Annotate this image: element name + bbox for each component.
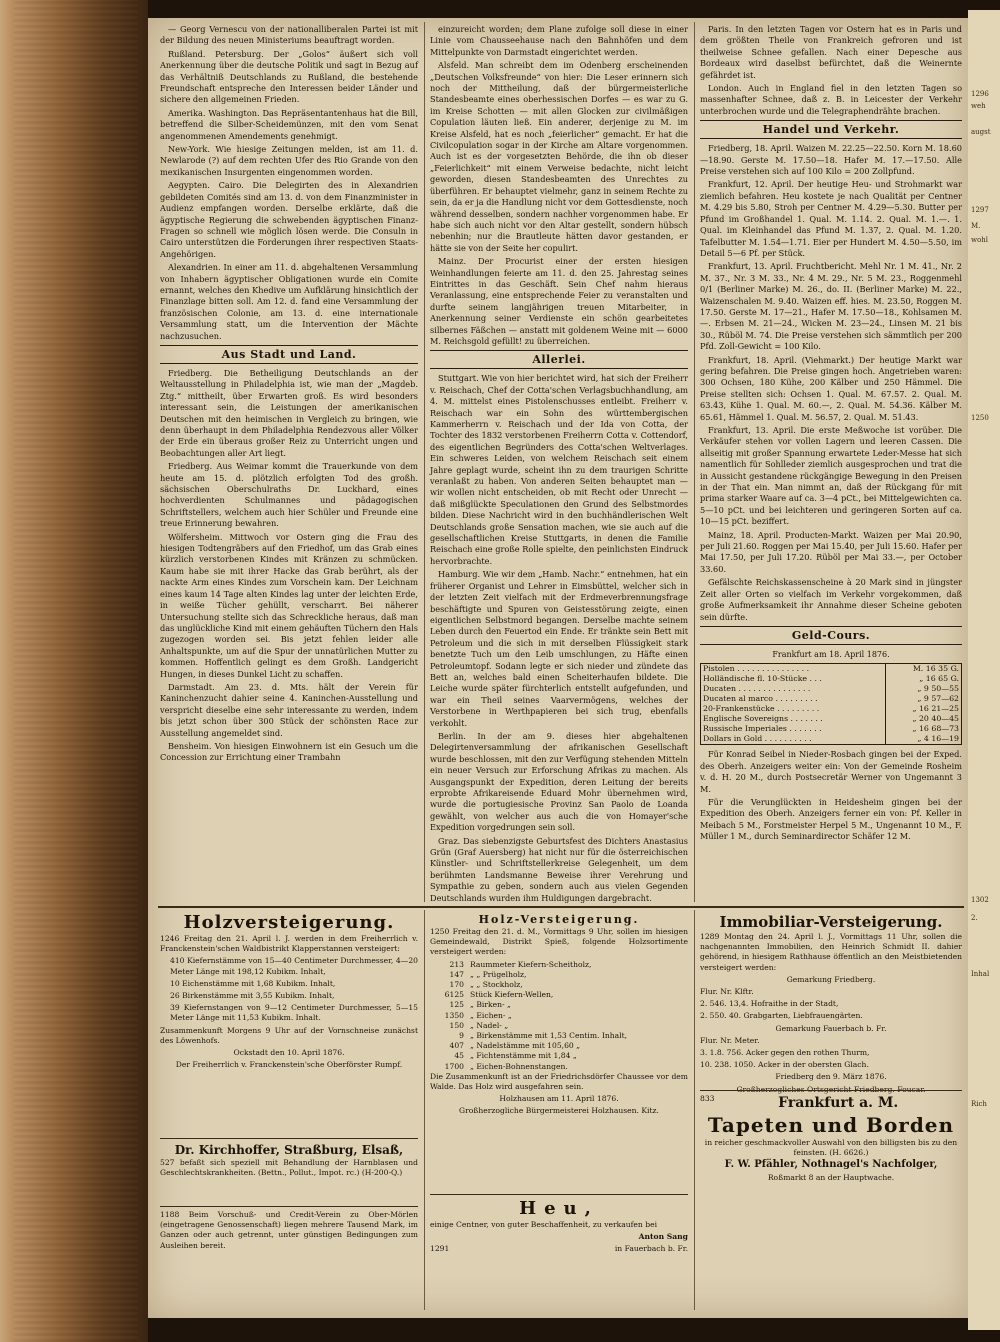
ad-meeting: Die Zusammenkunft ist an der Friedrichsdörfer Chaussee vor dem Walde. Das Holz wird ausgefahren sein. <box>430 1071 688 1092</box>
ad-row: 10. 238. 1050. Acker in der obersten Glach. <box>700 1060 869 1070</box>
ad-items <box>160 956 418 1023</box>
ad-row-count: 213 <box>449 959 464 969</box>
ad-divider <box>430 1194 688 1195</box>
ad-row <box>430 1031 688 1041</box>
rate-row <box>701 684 962 694</box>
column-3 <box>700 24 962 904</box>
column-1 <box>160 24 418 904</box>
ad-number: 1291 <box>430 1244 450 1254</box>
ad-heu <box>430 1198 688 1278</box>
ad-row-text: „ Eichen- „ <box>470 1010 512 1020</box>
rate-row <box>701 704 962 714</box>
ad-row <box>430 980 688 990</box>
ad-title: Tapeten und Borden <box>707 1113 955 1137</box>
ad-row-count: 407 <box>449 1041 464 1051</box>
ad-footer <box>430 1244 688 1254</box>
ads-divider <box>158 906 964 908</box>
rate-row <box>701 694 962 704</box>
ad-row-text: Stück Kiefern-Wellen, <box>470 990 554 1000</box>
ad-table-header: Flur. Nr. Meter. <box>700 1035 760 1045</box>
ad-row-count: 125 <box>449 1000 464 1010</box>
ad-row-count: 170 <box>449 980 464 990</box>
rate-row <box>701 724 962 734</box>
rate-value: „ 16 21—25 <box>885 704 961 714</box>
ad-signature: Großherzogliche Bürgermeisterei Holzhausen. Kitz. <box>459 1106 659 1116</box>
ad-intro: 1250 Freitag den 21. d. M., Vormittags 9 Uhr, sollen im hiesigen Gemeindewald, Distrikt Spieß, folgende Holzsortimente versteigert werden: <box>430 927 688 957</box>
ad-title: Dr. Kirchhoffer, Straßburg, Elsaß, <box>174 1143 404 1157</box>
ad-text: in reicher geschmackvoller Auswahl von den billigsten bis zu den feinsten. (H. 6626.) <box>704 1138 958 1158</box>
article-stuttgart: Stuttgart. Wie von hier berichtet wird, hat sich der Freiherr v. Reischach, Chef der Cotta'schen Verlagsbuchhandlung, am 4. M. mittelst eines Pistolenschusses entleibt. Freiherr v. Reischach war ein Sohn des württembergischen Kammerherrn v. Reischach und der Ida von Cotta, der Tochter des 1832 verstorbenen Freiherrn Cotta v. Cottendorf, des eigentlichen Begründers des Cotta'schen Weltverlages. Ein schweres Leiden, von welchem Reischach seit einem Jahre geplagt wurde, scheint ihn zu dem traurigen Schritte veranlaßt zu haben. Von anderen Seiten behauptet man — wir wollen nicht entscheiden, ob mit Recht oder Unrecht — daß mißglückte Speculationen den Grund des Selbstmordes bilden. Diese Nachricht wird in den buchhändlerischen Welt Deutschlands große Sensation machen, wie sie auch auf die gesellschaftlichen Kreise Stuttgarts, in denen die Familie Reischach eine große Rolle spielte, den peinlichsten Eindruck hervorbrachte. <box>430 373 688 566</box>
column-2 <box>430 24 688 904</box>
ad-address: Roßmarkt 8 an der Hauptwache. <box>767 1172 895 1182</box>
exchange-rates-table <box>700 663 962 745</box>
facing-page-fragment: 1250 <box>971 414 989 422</box>
ad-intro: 1246 Freitag den 21. April l. J. werden in dem Freiherrlich v. Franckenstein'schen Waldbistrikt Klapperstannen versteigert: <box>160 934 418 954</box>
rate-row <box>701 674 962 684</box>
market-frankfurt-frucht: Frankfurt, 13. April. Fruchtbericht. Mehl Nr. 1 M. 41., Nr. 2 M. 37., Nr. 3 M. 33., Nr. 4 M. 29., Nr. 5 M. 23., Roggenmehl 0/1 (Berliner Marke) M. 26., do. II. (Berliner Marke) M. 22., Waizenschalen M. 9.40. Waizen eff. hies. M. 23.50, Roggen M. 17.50. Gerste M. 17—21., Hafer M. 17.50—18., Kohlsamen M. —. Erbsen M. 21—24., Wicken M. 23—24., Linsen M. 21 bis 30., Rüböl M. 74. Die Preise verstehen sich sämmtlich per 200 Pfd. Zoll-Gewicht = 100 Kilo. <box>700 261 962 352</box>
article-graz: Graz. Das siebenzigste Geburtsfest des Dichters Anastasius Grün (Graf Auersberg) hat nicht nur für die österreichischen Künstler- und Schriftstellerkreise Gelegenheit, um dem berühmten Landsmanne Beweise ihrer Verehrung und Sympathie zu geben, sondern auch aus vielen Gegenden Deutschlands wurden ihm Huldigungen dargebracht. <box>430 835 688 903</box>
ad-row <box>430 1062 688 1072</box>
rate-name: Ducaten . . . . . . . . . . . . . . . <box>703 684 811 694</box>
cours-subtitle: Frankfurt am 18. April 1876. <box>772 649 890 659</box>
ad-row-text: „ „ Prügelholz, <box>470 969 527 979</box>
ad-row <box>430 1051 688 1061</box>
rate-value: „ 9 50—55 <box>885 684 961 694</box>
ad-item: 39 Kiefernstangen von 9—12 Centimeter Durchmesser, 5—15 Meter Länge mit 11,53 Kubikm. Inhalt. <box>170 1003 418 1023</box>
article-alsfeld: Alsfeld. Man schreibt dem im Odenberg erscheinenden „Deutschen Volksfreunde“ von hier: Die Leser erinnern sich noch der Mittheilung, daß der bürgermeisterliche Standesbeamte eines oberhessischen Dorfes — es war zu G. im Kreise Schotten — mit allen Glocken zur civilmäßigen Copulation läuten ließ. Ein anderer, derjenige zu M. im Kreise Alsfeld, hat es noch „feierlicher“ gemacht. Er hat die Civilcopulation sogar in der Kirche am Altare vorgenommen. Auch ist es der vorgesetzten Behörde, die ihn ob dieser „Feierlichkeit“ mit einem Verweise bedachte, nicht leicht geworden, diesen Standesbeamten des Unrechtes zu überführen. Er behauptet vielmehr, ganz in seinem Rechte zu sein, da er ja die Handlung nicht vor dem Gottesdienste, noch während desselben, sondern nachher vorgenommen habe. Er habe sich auch nicht vor den Altar gestellt, sondern hübsch nebenhin; nur die Brautleute hätten davor gestanden, er hätte sie von der Seite her copulirt. <box>430 60 688 253</box>
ads-rule-2 <box>694 910 695 1310</box>
ad-intro: 1289 Montag den 24. April l. J., Vormittags 11 Uhr, sollen die nachgenannten Immobilien, den Heinrich Schmidt II. dahier gehörend, in hiesigem Rathhause öffentlich an den Meistbietenden versteigert werden: <box>700 932 962 972</box>
rate-value: „ 4 16—19 <box>885 734 961 745</box>
ad-item: 410 Kiefernstämme von 15—40 Centimeter Durchmesser, 4—20 Meter Länge mit 198,12 Kubikm. Inhalt, <box>170 956 418 976</box>
ad-item: 10 Eichenstämme mit 1,68 Kubikm. Inhalt, <box>170 978 336 988</box>
article-aegypten: Aegypten. Cairo. Die Delegirten des in Alexandrien gebildeten Comités sind am 13. d. von dem Finanzminister in Audienz empfangen worden. Derselbe erklärte, daß die ägyptische Regierung die schwebenden ägyptischen Finanz-Fragen so schnell wie möglich lösen werde. Die Consuln in Cairo unterstützen die Forderungen ihrer respectiven Staats-Angehörigen. <box>160 180 418 259</box>
ad-header <box>700 1094 962 1112</box>
rate-name: Englische Sovereigns . . . . . . . <box>703 714 823 724</box>
ad-vorschuss-verein <box>160 1210 418 1270</box>
ad-city: Frankfurt a. M. <box>778 1095 899 1111</box>
ad-row-count: 1700 <box>444 1061 464 1071</box>
facing-page-fragment: weh <box>971 102 986 110</box>
rate-name: Holländische fl. 10-Stücke . . . <box>703 674 822 684</box>
ad-row-text: „ Birken- „ <box>470 1000 511 1010</box>
ad-text: 527 befaßt sich speziell mit Behandlung der Harnblasen und Geschlechtskrankheiten. (Bettn., Pollut., Impot. rc.) (H-200-Q.) <box>160 1158 418 1178</box>
article-london: London. Auch in England fiel in den letzten Tagen so massenhafter Schnee, daß z. B. in Leicester der Verkehr unterbrochen wurde und die Telegraphendrähte brachen. <box>700 83 962 116</box>
ad-kirchhoffer <box>160 1142 418 1204</box>
ad-title: Holz-Versteigerung. <box>478 913 640 926</box>
rate-name: Russische Imperiales . . . . . . . <box>703 724 822 734</box>
article-woelfersheim: Wölfersheim. Mittwoch vor Ostern ging die Frau des hiesigen Todtengräbers auf den Friedhof, um das Grab eines kürzlich verstorbenen Kindes mit Kränzen zu schmücken. Kaum habe sie mit ihrer Hacke das Grab berührt, als der nackte Arm eines Kindes zum Vorschein kam. Der Leichnam eines kaum 14 Tage alten Kindes lag unter der leichten Erde, in weiße Tücher gehüllt, verscharrt. Bei näherer Untersuchung stellte sich das Schreckliche heraus, daß man das unglückliche Kind mit einem gehäuften Tüchern den Hals zugezogen worden sei. Bis jetzt fehlen leider alle Anhaltspunkte, um auf die Spur der unnatürlichen Mutter zu kommen. Hoffentlich gelingt es dem Großh. Landgericht Hungen, in dieses Dunkel Licht zu schaffen. <box>160 531 418 679</box>
ad-date: Holzhausen am 11. April 1876. <box>499 1094 619 1104</box>
notice-reichskassenscheine: Gefälschte Reichskassenscheine à 20 Mark sind in jüngster Zeit aller Orten so vielfach im Verkehr vorgekommen, daß große Aufmerksamkeit ihr Annahme dieser Scheine geboten sein dürfte. <box>700 577 962 622</box>
ad-number: 833 <box>700 1094 715 1103</box>
ad-text: 1188 Beim Vorschuß- und Credit-Verein zu Ober-Mörlen (eingetragene Genossenschaft) liegen mehrere Tausend Mark, im Ganzen oder auch getrennt, unter günstigen Bedingungen zum Ausleihen bereit. <box>160 1210 418 1250</box>
ad-divider <box>160 1138 418 1139</box>
article-bensheim: Bensheim. Von hiesigen Einwohnern ist ein Gesuch um die Concession zur Errichtung einer Trambahn <box>160 740 418 763</box>
market-frankfurt-messe: Frankfurt, 13. April. Die erste Meßwoche ist vorüber. Die Verkäufer stehen vor vollen Lagern und leeren Cassen. Die allseitig mit großer Spannung erwartete Leder-Messe hat sich namentlich für Sohlleder ziemlich ausgesprochen und trat die in Aussicht gestandene rückgängige Bewegung in den Preisen in der That ein. Man nimmt an, daß der Rückgang für mit prima starker Waare auf ca. 3—4 pCt., bei Mittelgewichten ca. 5—10 pCt. und bei leichteren und geringeren Sorten auf ca. 10—15 pCt. beziffert. <box>700 425 962 527</box>
article-darmstadt: Darmstadt. Am 23. d. Mts. hält der Verein für Kaninchenzucht dahier seine 4. Kaninchen-Ausstellung und verspricht dieselbe eine sehr interessante zu werden, indem bis jetzt schon über 300 Stück der schönsten Race zur Ausstellung angemeldet sind. <box>160 681 418 738</box>
ad-row-count: 6125 <box>444 990 464 1000</box>
facing-page-fragment: 1297 <box>971 206 989 214</box>
facing-page-fragment: Inhal <box>971 970 990 978</box>
donation-heidesheim: Für die Verunglückten in Heidesheim gingen bei der Expedition des Oberh. Anzeigers ferner ein von: Pf. Keller in Meibach 5 M., Forstmeister Herpel 5 M., Ungenannt 10 M., F. Müller 1 M., durch Seminardirector Schäfer 12 M. <box>700 796 962 842</box>
ad-tapeten <box>700 1094 962 1284</box>
market-friedberg: Friedberg, 18. April. Waizen M. 22.25—22.50. Korn M. 18.60—18.90. Gerste M. 17.50—18. Hafer M. 17.—17.50. Alle Preise verstehen sich auf 100 Kilo = 200 Zollpfund. <box>700 143 962 177</box>
article-friedberg-2: Friedberg. Aus Weimar kommt die Trauerkunde von dem heute am 15. d. plötzlich erfolgten Tod des großh. sächsischen Oberschulraths Dr. Luckhard, eines hochverdienten Schulmannes und pädagogischen Schriftstellers, welchem auch hier Schüler und Freunde eine treue Erinnerung bewahren. <box>160 461 418 529</box>
ad-row <box>430 1000 688 1010</box>
facing-page-fragment: 1296 <box>971 90 989 98</box>
ad-items <box>430 960 688 1072</box>
ad-row: 2. 550. 40. Grabgarten, Liebfrauengärten. <box>700 1011 863 1021</box>
ad-row: 2. 546. 13,4. Hofraithe in der Stadt, <box>700 999 839 1009</box>
section-heading-geld-cours: Geld-Cours. <box>700 626 962 645</box>
ad-title: Holzversteigerung. <box>183 912 395 933</box>
rate-name: Dollars in Gold . . . . . . . . . . <box>703 734 812 744</box>
ad-date: Friedberg den 9. März 1876. <box>775 1072 887 1082</box>
ad-row-count: 1350 <box>444 1010 464 1020</box>
ad-table-header: Flur. Nr. Klftr. <box>700 987 754 997</box>
ad-firm: F. W. Pfähler, Nothnagel's Nachfolger, <box>724 1159 938 1171</box>
column-rule-2 <box>694 22 695 902</box>
ad-row <box>430 990 688 1000</box>
book-spine <box>0 0 148 1342</box>
facing-page-fragment: 1302 <box>971 896 989 904</box>
ad-gemarkung-2: Gemarkung Fauerbach b. Fr. <box>775 1023 887 1033</box>
facing-page-edge <box>968 10 1000 1330</box>
section-heading-allerlei: Allerlei. <box>430 350 688 369</box>
ad-meeting: Zusammenkunft Morgens 9 Uhr auf der Vornschneise zunächst des Löwenhofs. <box>160 1025 418 1045</box>
spine-texture <box>14 0 138 1342</box>
ad-row <box>430 1011 688 1021</box>
ad-row-count: 9 <box>459 1031 464 1041</box>
article-new-york: New-York. Wie hiesige Zeitungen melden, ist am 11. d. Newlarode (?) auf dem rechten Ufer des Rio Grande von den mexikanischen Insurgenten eingenommen worden. <box>160 144 418 177</box>
rate-row <box>701 714 962 724</box>
rate-row <box>701 734 962 745</box>
ad-signature: Der Freiherrlich v. Franckenstein'sche Oberförster Rumpf. <box>175 1060 403 1070</box>
ad-row <box>430 1041 688 1051</box>
newspaper-page <box>148 18 968 1318</box>
facing-page-fragment: 2. <box>971 914 978 922</box>
facing-page-fragment: augst <box>971 128 991 136</box>
section-heading-handel: Handel und Verkehr. <box>700 120 962 139</box>
rate-value: M. 16 35 G. <box>885 664 961 675</box>
ad-row-text: „ Nadelstämme mit 105,60 „ <box>470 1041 581 1051</box>
ad-gemarkung-1: Gemarkung Friedberg. <box>786 974 876 984</box>
rate-value: „ 9 57—62 <box>885 694 961 704</box>
ad-row-text: „ Eichen-Bohnenstangen. <box>470 1061 568 1071</box>
article-amerika: Amerika. Washington. Das Repräsentantenhaus hat die Bill, betreffend die Silber-Scheidemünzen, mit den vom Senat angenommenen Amendements genehmigt. <box>160 107 418 141</box>
ad-seller: Anton Sang <box>638 1232 688 1242</box>
ad-row <box>430 970 688 980</box>
article-friedberg-1: Friedberg. Die Betheiligung Deutschlands an der Weltausstellung in Philadelphia ist, wie man der „Magdeb. Ztg.“ mittheilt, über Erwarten groß. Es wird besonders interessant sein, die Leistungen der amerikanischen Deutschen mit den heimischen in Vergleich zu bringen, wie denn überhaupt in dem Philadelphia Rendezvous aller Völker der Erde ein überaus großer Reiz zu Unterricht ungen und Beobachtungen aller Art liegt. <box>160 367 418 458</box>
rate-value: „ 16 68—73 <box>885 724 961 734</box>
ad-row <box>430 1021 688 1031</box>
article-paris: Paris. In den letzten Tagen vor Ostern hat es in Paris und dem größten Theile von Frankreich gefroren und ist theilweise Schnee gefallen. Nach einer Depesche aus Bordeaux wird daselbst befürchtet, daß die Weinernte gefährdet ist. <box>700 24 962 80</box>
ad-row-text: „ „ Stockholz, <box>470 980 523 990</box>
market-mainz: Mainz, 18. April. Producten-Markt. Waizen per Mai 20.90, per Juli 21.60. Roggen per Mai 15.40, per Juli 15.60. Hafer per Mai 17.50, per Juli 17.20. Rüböl per Mai 33.—, per October 33.60. <box>700 529 962 574</box>
market-frankfurt-heu: Frankfurt, 12. April. Der heutige Heu- und Strohmarkt war ziemlich befahren. Heu kostete je nach Qualität per Centner M. 4.29 bis 5.80, Stroh per Centner M. 4.29—5.30. Butter per Pfund im Großhandel 1. Qual. M. 1.14. 2. Qual. M. 1.—. 1. Qual. im Kleinhandel das Pfund M. 1.37, 2. Qual. M. 1.20. Tafelbutter M. 1.54—1.71. Eier per Hundert M. 4.50—5.50, im Detail 5—6 Pf. per Stück. <box>700 179 962 258</box>
ad-row-count: 150 <box>449 1020 464 1030</box>
ads-rule-1 <box>424 910 425 1310</box>
ad-divider <box>700 1090 962 1091</box>
rate-row <box>701 664 962 675</box>
ad-divider <box>160 1206 418 1207</box>
facing-page-fragment: M. <box>971 222 981 230</box>
article-mainz: Mainz. Der Procurist einer der ersten hiesigen Weinhandlungen feierte am 11. d. den 25. Jahrestag seines Eintrittes in das Geschäft. Sein Chef nahm hieraus Veranlassung, eine entsprechende Feier zu veranstalten und durfte seinem langjährigen treuen Mitarbeiter, in Anerkennung seiner Verdienste ein schön gearbeitetes silbernes Fäßchen — anstatt mit goldenem Weine mit — 6000 M. Reichsgold gefüllt! zu überreichen. <box>430 256 688 346</box>
facing-page-fragment: wohl <box>971 236 988 244</box>
ad-row-count: 147 <box>449 969 464 979</box>
ad-row: 3. 1.8. 756. Acker gegen den rothen Thurm, <box>700 1048 870 1058</box>
section-heading-stadt-land: Aus Stadt und Land. <box>160 345 418 364</box>
article: — Georg Vernescu von der nationalliberalen Partei ist mit der Bildung des neuen Ministeriums beauftragt worden. <box>160 24 418 46</box>
ad-row <box>430 960 688 970</box>
column-rule-1 <box>424 22 425 902</box>
rate-name: Pistolen . . . . . . . . . . . . . . . <box>703 664 810 674</box>
ad-row-text: „ Birkenstämme mit 1,53 Centim. Inhalt, <box>470 1031 628 1041</box>
ad-title: Immobiliar-Versteigerung. <box>719 913 943 931</box>
ad-date: Ockstadt den 10. April 1876. <box>233 1048 345 1058</box>
ad-holz-versteigerung <box>430 912 688 1190</box>
donation-seibel: Für Konrad Seibel in Nieder-Rosbach gingen bei der Exped. des Oberh. Anzeigers weiter ein: Von der Gemeinde Rosheim v. d. H. 20 M., durch Postsecretär Werner von Ungemannt 3 M. <box>700 749 962 794</box>
ad-holzversteigerung <box>160 912 418 1136</box>
rate-name: 20-Frankenstücke . . . . . . . . . <box>703 704 820 714</box>
article-russland: Rußland. Petersburg. Der „Golos“ äußert sich voll Anerkennung über die deutsche Politik und sagt in Bezug auf das Verhältniß Deutschlands zu Rußland, die bestehende Freundschaft entspreche den Interessen beider Länder und sichere den allgemeinen Frieden. <box>160 48 418 105</box>
article-continued: einzureicht worden; dem Plane zufolge soll diese in einer Linie vom Chausseehause nach den Bahnhöfen und dem Mittelpunkte von Darmstadt eingerichtet werden. <box>430 24 688 57</box>
ad-title: Heu, <box>519 1198 599 1219</box>
article-berlin: Berlin. In der am 9. dieses hier abgehaltenen Delegirtenversammlung der afrikanischen Gesellschaft wurde beschlossen, mit den zur Verfügung stehenden Mitteln ein neuer Versuch zur Erforschung Afrikas zu machen. Als Ausgangspunkt der Expedition, deren Leitung der bereits erprobte Afrikareisende Eduard Mohr übernehmen wird, wurde die portugiesische Provinz San Paolo de Loanda gewählt, von welcher aus auch die von Homayer'sche Expedition vorgedrungen sein soll. <box>430 730 688 833</box>
rate-value: „ 16 65 G. <box>885 674 961 684</box>
ad-row-text: Raummeter Kiefern-Scheitholz, <box>470 959 592 969</box>
article-alexandrien: Alexandrien. In einer am 11. d. abgehaltenen Versammlung von Inhabern ägyptischer Obligationen wurde ein Comite ernannt, welches den Khedive um Aufklärung hinsichtlich der Finanzlage bitten soll. Am 12. d. fand eine Versammlung der französischen Colonie, am 13. d. eine internationale Versammlung statt, um die Intervention der Mächte nachzusuchen. <box>160 262 418 341</box>
rate-name: Ducaten al marco . . . . . . . . . <box>703 694 818 704</box>
ad-row-text: „ Nadel- „ <box>470 1020 509 1030</box>
ad-row-text: „ Fichtenstämme mit 1,84 „ <box>470 1051 577 1061</box>
ad-place: in Fauerbach b. Fr. <box>614 1244 688 1254</box>
ad-text: einige Centner, von guter Beschaffenheit, zu verkaufen bei <box>430 1220 658 1229</box>
facing-page-fragment: Rich <box>971 1100 987 1108</box>
ad-immobiliar-versteigerung <box>700 912 962 1088</box>
article-hamburg: Hamburg. Wie wir dem „Hamb. Nachr.“ entnehmen, hat ein früherer Organist und Lehrer in Eimsbüttel, welcher sich in der letzten Zeit vielfach mit der Erdmeverbrennungsfrage beschäftigte und Spuren von Geistesstörung zeigte, einen eigentlichen Selbstmord begangen. Derselbe machte seinem Leben durch den Feuertod ein Ende. Er tränkte sein Bett mit Petroleum und die sich in mit derselben Flüssigkeit stark benetzte Tuch um den Leib umschlungen, zu Häfte einen Petroleumtopf. Sodann legte er sich nieder und zündete das Bett an, welches bald einen Scheiterhaufen bildete. Die Leiche wurde später fürchterlich entstellt aufgefunden, und war ein Theil seines Vaarvermögens, welches der Verstorbene in Werthpapieren bei sich trug, ebenfalls verkohlt. <box>430 569 688 728</box>
ad-item: 26 Birkenstämme mit 3,55 Kubikm. Inhalt, <box>170 991 335 1001</box>
market-frankfurt-vieh: Frankfurt, 18. April. (Viehmarkt.) Der heutige Markt war gering befahren. Die Preise gingen hoch. Angetrieben waren: 300 Ochsen, 180 Kühe, 200 Kälber und 250 Hämmel. Die Preise stellten sich: Ochsen 1. Qual. M. 67.57. 2. Qual. M. 63.43, Kühe 1. Qual. M. 60.—, 2. Qual. M. 54.36. Kälber M. 65.61, Hämmel 1. Qual. M. 56.57, 2. Qual. M. 51.43. <box>700 354 962 422</box>
ad-row-count: 45 <box>454 1051 464 1061</box>
rate-value: „ 20 40—45 <box>885 714 961 724</box>
